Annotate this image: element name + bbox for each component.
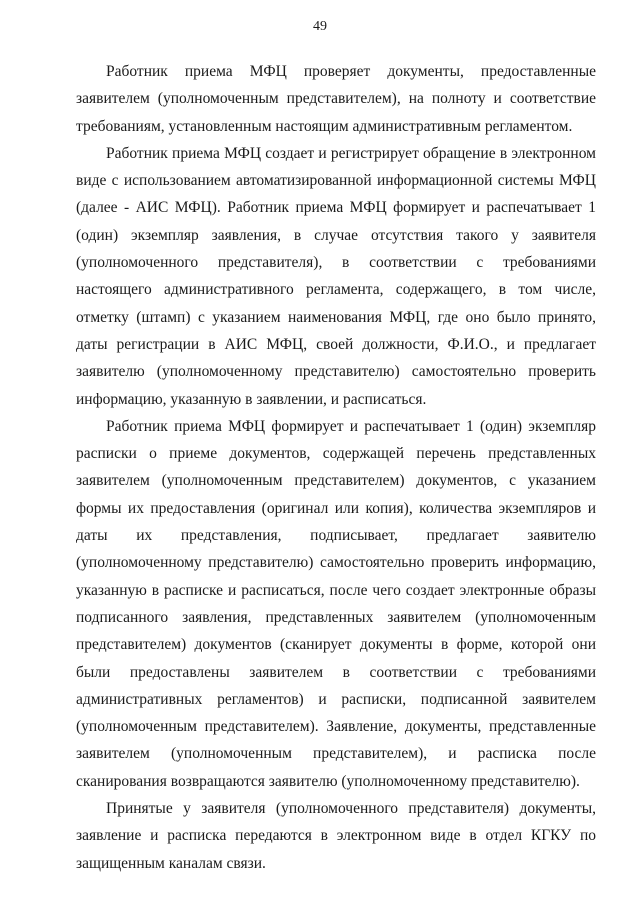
document-body bbox=[76, 58, 596, 877]
paragraph-transfer: Принятые у заявителя (уполномоченного представителя) документы, заявление и расписка передаются в электронном виде в отдел КГКУ по защищенным каналам связи. bbox=[76, 800, 596, 872]
paragraph-registration: Работник приема МФЦ создает и регистрирует обращение в электронном виде с использованием автоматизированной информационной системы МФЦ (далее - АИС МФЦ). Работник приема МФЦ формирует и распечатывает 1 (один) экземпляр заявления, в случае отсутствия такого у заявителя (уполномоченного представителя), в соответствии с требованиями настоящего административного регламента, содержащего, в том числе, отметку (штамп) с указанием наименования МФЦ, где оно было принято, даты регистрации в АИС МФЦ, своей должности, Ф.И.О., и предлагает заявителю (уполномоченному представителю) самостоятельно проверить информацию, указанную в заявлении, и расписаться. bbox=[76, 144, 596, 408]
page-number: 49 bbox=[313, 19, 327, 34]
paragraph-document-check: Работник приема МФЦ проверяет документы, предоставленные заявителем (уполномоченным представителем), на полноту и соответствие требованиям, установленным настоящим административным регламентом. bbox=[76, 63, 596, 135]
paragraph-receipt: Работник приема МФЦ формирует и распечатывает 1 (один) экземпляр расписки о приеме документов, содержащей перечень представленных заявителем (уполномоченным представителем) документов, с указанием формы их предоставления (оригинал или копия), количества экземпляров и даты их представления, подписывает, предлагает заявителю (уполномоченному представителю) самостоятельно проверить информацию, указанную в расписке и расписаться, после чего создает электронные образы подписанного заявления, представленных заявителем (уполномоченным представителем) документов (сканирует документы в форме, которой они были предоставлены заявителем в соответствии с требованиями административных регламентов) и расписки, подписанной заявителем (уполномоченным представителем). Заявление, документы, представленные заявителем (уполномоченным представителем), и расписка после сканирования возвращаются заявителю (уполномоченному представителю). bbox=[76, 417, 596, 790]
